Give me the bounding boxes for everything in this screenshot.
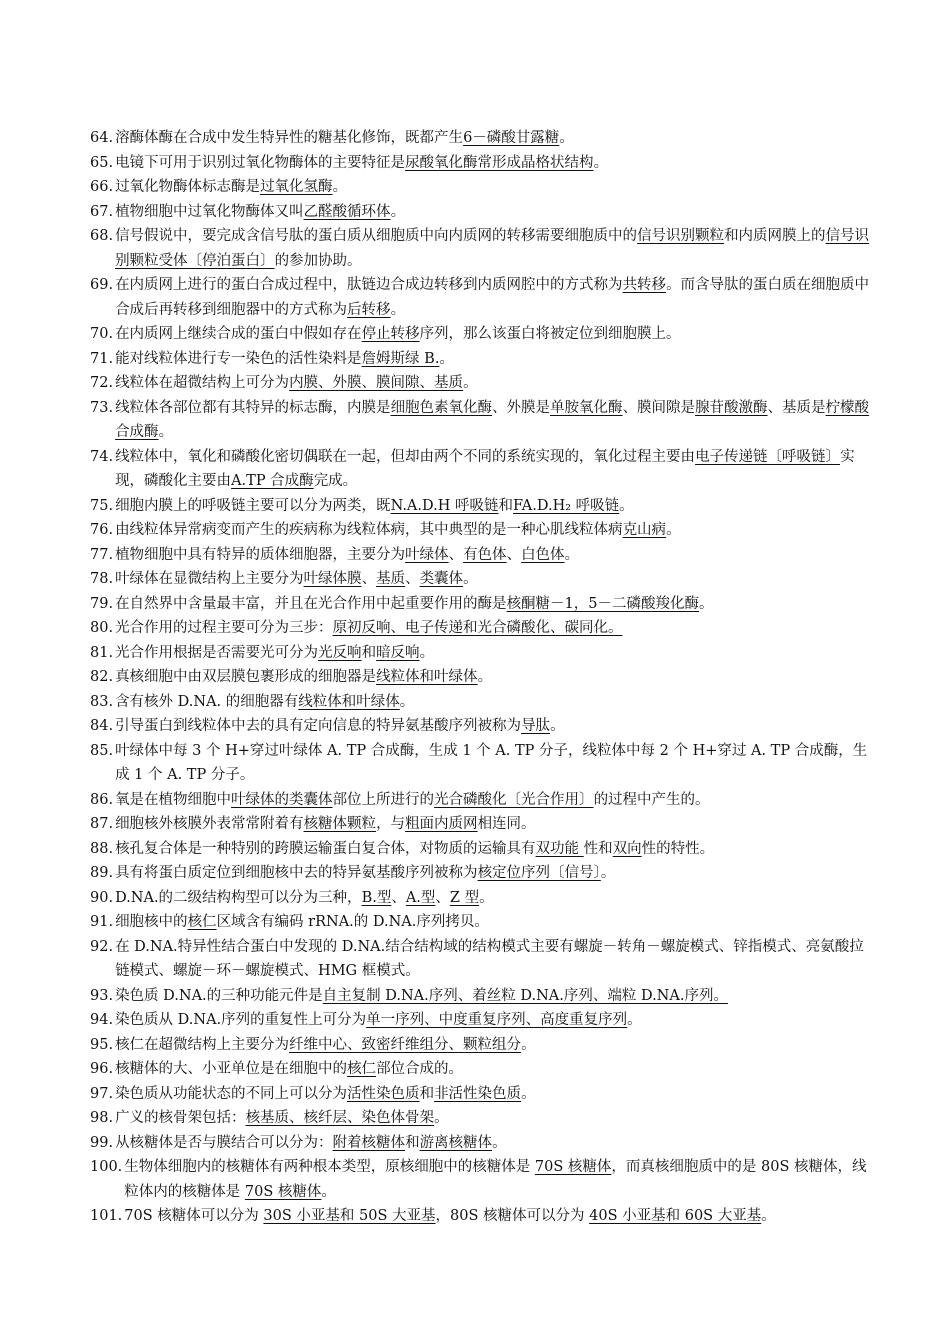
text-segment: 。 [627, 1012, 642, 1028]
question-text [113, 445, 870, 494]
answer-blank: 双向 [612, 840, 642, 857]
question-number: 65. [90, 154, 114, 171]
text-segment: 、 [361, 571, 377, 587]
text-segment: 。 [559, 130, 574, 146]
text-segment: 。 [593, 154, 609, 171]
question-number: 90. [90, 889, 114, 906]
text-segment: 。 [564, 546, 580, 563]
text-segment: 序列，那么该蛋白将被定位到细胞膜上。 [419, 326, 681, 342]
question-item [90, 1033, 870, 1058]
question-item [90, 739, 870, 788]
answer-blank: 游离核糖体 [419, 1134, 493, 1151]
question-item [90, 641, 870, 666]
text-segment: 真核细胞中由双层膜包裹形成的细胞器是 [115, 669, 377, 685]
question-number: 92. [90, 938, 114, 955]
text-segment: ，80S 核糖体可以分为 [435, 1208, 590, 1224]
answer-blank: Z 型 [449, 889, 480, 906]
text-segment: 线粒体在超微结构上可分为 [115, 375, 290, 391]
question-text [113, 984, 870, 1009]
question-text [113, 886, 870, 911]
answer-blank: 内膜、外膜、膜间隙、基质 [289, 375, 464, 391]
text-segment: 的过程中产生的。 [593, 791, 710, 808]
question-item [90, 1155, 870, 1204]
question-item [90, 886, 870, 911]
question-number: 72. [90, 375, 114, 391]
answer-blank: 叶绿体 [405, 546, 449, 563]
answer-blank: B.型 [361, 889, 392, 906]
answer-blank: 线粒体和叶绿体 [298, 693, 400, 710]
question-text [113, 1131, 870, 1156]
question-text [113, 543, 870, 568]
text-segment: 植物细胞中具有特异的质体细胞器，主要分为 [115, 546, 406, 563]
text-segment: 。 [699, 595, 714, 612]
question-item [90, 1106, 870, 1131]
question-number: 85. [90, 742, 114, 759]
question-item [90, 322, 870, 347]
answer-blank: A.TP 合成酶 [231, 473, 314, 489]
answer-blank: A.型 [405, 889, 436, 906]
question-text [113, 371, 870, 396]
text-segment: 的参加协助。 [274, 252, 362, 269]
question-item [90, 788, 870, 813]
question-number: 93. [90, 987, 114, 1004]
question-text [113, 690, 870, 715]
answer-blank: 尿酸氧化酶常形成晶格状结构 [405, 154, 594, 171]
document-page [90, 126, 870, 1229]
text-segment: 细胞内膜上的呼吸链主要可以分为两类，既 [115, 497, 391, 514]
text-segment: 氧是在植物细胞中 [115, 791, 232, 808]
question-number: 75. [90, 497, 114, 514]
question-text [113, 616, 870, 641]
question-item [90, 273, 870, 322]
text-segment: 。 [399, 693, 415, 710]
answer-blank: 核糖体颗粒 [303, 816, 377, 832]
question-number: 94. [90, 1012, 114, 1028]
question-text [113, 151, 870, 176]
question-text [113, 1106, 870, 1131]
text-segment: 、 [405, 571, 420, 587]
question-item [90, 200, 870, 225]
text-segment: 在自然界中含量最丰富，并且在光合作用中起重要作用的酶是 [115, 595, 507, 612]
text-segment: 信号假说中，要完成含信号肽的蛋白质从细胞质中向内质网的转移需要细胞质中的 [115, 228, 638, 244]
question-text [113, 347, 870, 372]
text-segment: 实现，磷酸化主要由 [115, 448, 855, 489]
text-segment: 。 [463, 375, 478, 391]
question-text [113, 1057, 870, 1082]
text-segment: 染色质 D.NA.的三种功能元件是 [115, 987, 323, 1004]
question-item [90, 494, 870, 519]
question-number: 97. [90, 1085, 114, 1102]
question-number: 99. [90, 1134, 114, 1151]
text-segment: 部位上所进行的 [332, 791, 435, 808]
question-text [113, 518, 870, 543]
question-number: 98. [90, 1110, 114, 1126]
text-segment: 染色质从 D.NA.序列的重复性上可分为 [115, 1012, 367, 1028]
question-number: 67. [90, 203, 114, 220]
question-number: 95. [90, 1036, 114, 1053]
question-item [90, 1057, 870, 1082]
question-text [113, 1033, 870, 1058]
text-segment: 细胞核中的 [115, 914, 188, 930]
question-item [90, 151, 870, 176]
question-item [90, 396, 870, 445]
answer-blank: 叶绿体的类囊体 [231, 791, 333, 808]
text-segment: 完成。 [313, 473, 358, 489]
question-number: 96. [90, 1061, 114, 1077]
question-number: 100. [90, 1159, 123, 1175]
question-text [113, 788, 870, 813]
question-text [113, 1008, 870, 1033]
question-number: 82. [90, 669, 114, 685]
text-segment: 在内质网上进行的蛋白合成过程中，肽链边合成边转移到内质网腔中的方式称为 [115, 277, 623, 293]
answer-blank: 光合磷酸化〔光合作用〕 [434, 791, 594, 808]
question-item [90, 1131, 870, 1156]
answer-blank: 核仁 [347, 1061, 377, 1077]
text-segment: 从核糖体是否与膜结合可以分为： [115, 1134, 333, 1151]
answer-blank: 柠檬酸合成酶 [115, 399, 870, 440]
question-number: 66. [90, 179, 114, 195]
question-item [90, 592, 870, 617]
question-text [113, 665, 870, 690]
text-segment: 。 [666, 522, 681, 538]
question-number: 68. [90, 228, 114, 244]
question-item [90, 665, 870, 690]
text-segment: 、膜间隙是 [622, 399, 696, 416]
text-segment: 由线粒体异常病变而产生的疾病称为线粒体病，其中典型的是一种心肌线粒体病 [115, 522, 623, 538]
question-item [90, 837, 870, 862]
text-segment: 线粒体中，氧化和磷酸化密切偶联在一起，但却由两个不同的系统实现的，氧化过程主要由 [115, 448, 696, 465]
text-segment: 、外膜是 [492, 399, 551, 416]
text-segment: 能对线粒体进行专一染色的活性染料是 [115, 350, 362, 367]
text-segment: 、 [435, 889, 450, 906]
question-text [113, 273, 870, 322]
question-item [90, 1008, 870, 1033]
text-segment: 细胞核外核膜外表常常附着有 [115, 816, 304, 832]
question-number: 77. [90, 546, 114, 563]
question-text [113, 910, 870, 935]
text-segment: 在内质网上继续合成的蛋白中假如存在 [115, 326, 362, 342]
question-item [90, 371, 870, 396]
question-item [90, 1082, 870, 1107]
answer-blank: 詹姆斯绿 B. [361, 350, 440, 367]
text-segment: 过氧化物酶体标志酶是 [115, 179, 261, 195]
answer-blank: 核定位序列〔信号〕 [477, 865, 601, 881]
text-segment: ，而真核细胞质中的是 80S 核糖体，线粒体内的核糖体是 [124, 1159, 867, 1200]
answer-blank: 信号识别颗粒受体〔停泊蛋白〕 [115, 228, 870, 269]
text-segment: 。 [158, 424, 174, 440]
text-segment: 性的特性。 [641, 840, 715, 857]
question-item [90, 126, 870, 151]
question-text [122, 1204, 870, 1229]
answer-blank: 双功能 [535, 840, 584, 857]
question-text [113, 224, 870, 273]
text-segment: 生物体细胞内的核糖体有两种根本类型，原核细胞中的核糖体是 [124, 1159, 535, 1175]
text-segment: 叶绿体中每 3 个 H+穿过叶绿体 A. TP 合成酶，生成 1 个 A. TP 分子，线粒体中每 2 个 H+穿过 A. TP 合成酶，生成 1 个 A. TP 分子。 [115, 742, 868, 783]
text-segment: 广义的核骨架包括： [115, 1110, 246, 1126]
question-text [113, 812, 870, 837]
question-text [113, 861, 870, 886]
text-segment: 、 [448, 546, 464, 563]
question-number: 81. [90, 644, 114, 661]
question-item [90, 1204, 870, 1229]
question-number: 83. [90, 693, 114, 710]
answer-blank: 细胞色素氧化酶 [390, 399, 493, 416]
question-text [113, 200, 870, 225]
text-segment: 。 [434, 1110, 449, 1126]
text-segment: 在 D.NA.特异性结合蛋白中发现的 D.NA.结合结构域的结构模式主要有螺旋－转角－螺旋模式、锌指模式、亮氨酸拉链模式、螺旋－环－螺旋模式、HMG 框模式。 [115, 938, 864, 979]
question-item [90, 445, 870, 494]
text-segment: 和 [419, 1085, 435, 1102]
question-number: 86. [90, 791, 114, 808]
text-segment: 。 [479, 889, 494, 906]
question-number: 74. [90, 448, 114, 465]
question-item [90, 175, 870, 200]
question-number: 87. [90, 816, 114, 832]
text-segment: 核糖体的大、小亚单位是在细胞中的 [115, 1061, 348, 1077]
answer-blank: 70S 核糖体 [244, 1183, 322, 1200]
text-segment: 溶酶体酶在合成中发生特异性的糖基化修饰，既都产生 [115, 130, 464, 146]
question-text [113, 1082, 870, 1107]
answer-blank: 线粒体和叶绿体 [376, 669, 478, 685]
answer-blank: 有色体 [463, 546, 507, 563]
answer-blank: 停止转移 [361, 326, 420, 342]
answer-blank: 自主复制 D.NA.序列、着丝粒 D.NA.序列、端粒 D.NA.序列。 [322, 987, 728, 1004]
question-item [90, 567, 870, 592]
text-segment: 染色质从功能状态的不同上可以分为 [115, 1085, 348, 1102]
text-segment: D.NA.的二级结构构型可以分为三种， [115, 889, 362, 906]
question-number: 73. [90, 399, 114, 416]
text-segment: 。 [761, 1208, 776, 1224]
question-number: 69. [90, 277, 114, 293]
text-segment: 70S 核糖体可以分为 [124, 1208, 264, 1224]
text-segment: 、 [506, 546, 522, 563]
answer-blank: 核基质、核纤层、染色体骨架 [245, 1110, 435, 1126]
text-segment: 。 [332, 179, 348, 195]
text-segment: 叶绿体在显微结构上主要分为 [115, 571, 304, 587]
question-number: 79. [90, 595, 114, 612]
text-segment: 。 [321, 1183, 336, 1200]
question-text [113, 126, 870, 151]
answer-blank: 电子传递链〔呼吸链〕 [695, 448, 841, 465]
text-segment: 。 [619, 497, 634, 514]
text-segment: 植物细胞中过氧化物酶体又叫 [115, 203, 304, 220]
answer-blank: 核酮糖－1，5－二磷酸羧化酶 [506, 595, 700, 612]
text-segment: 和 [498, 497, 513, 514]
text-segment: 和内质网膜上的 [724, 228, 826, 244]
answer-blank: 单一序列、中度重复序列、高度重复序列 [366, 1012, 628, 1028]
answer-blank: 非活性染色质 [434, 1085, 522, 1102]
question-number: 70. [90, 326, 114, 342]
text-segment: 具有将蛋白质定位到细胞核中去的特异氨基酸序列被称为 [115, 865, 478, 881]
question-number: 84. [90, 718, 114, 734]
answer-blank: 共转移 [622, 277, 667, 293]
answer-blank: 70S 核糖体 [534, 1159, 612, 1175]
answer-blank: 光反响 [318, 644, 362, 661]
text-segment: 。 [550, 718, 565, 734]
question-item [90, 935, 870, 984]
question-item [90, 984, 870, 1009]
text-segment: 电镜下可用于识别过氧化物酶体的主要特征是 [115, 154, 406, 171]
text-segment: 。而含导肽的蛋白质在细胞质中合成后再转移到细胞器中的方式称为 [115, 277, 870, 318]
answer-blank: 附着核糖体 [332, 1134, 406, 1151]
question-number: 80. [90, 620, 114, 636]
answer-blank: 叶绿体膜 [303, 571, 362, 587]
text-segment: 部位合成的。 [376, 1061, 464, 1077]
text-segment: 。 [600, 865, 616, 881]
answer-blank: 乙醛酸循环体 [303, 203, 391, 220]
answer-blank: 单胺氧化酶 [550, 399, 623, 416]
text-segment: 和 [361, 644, 377, 661]
question-number: 71. [90, 350, 114, 367]
answer-blank: 白色体 [521, 546, 565, 563]
answer-blank: 纤维中心、致密纤维组分、颗粒组分 [289, 1036, 522, 1053]
question-text [113, 592, 870, 617]
question-text [113, 837, 870, 862]
answer-blank: 暗反响 [376, 644, 420, 661]
text-segment: 性和 [583, 840, 613, 857]
answer-blank: 后转移 [347, 301, 391, 318]
text-segment: 、基质是 [767, 399, 826, 416]
question-item [90, 518, 870, 543]
text-segment: 。 [439, 350, 454, 367]
question-number: 89. [90, 865, 114, 881]
text-segment: 。 [463, 571, 478, 587]
answer-blank: 导肽 [521, 718, 551, 734]
question-text [113, 175, 870, 200]
question-text [113, 567, 870, 592]
text-segment: 。 [390, 203, 406, 220]
text-segment: 。 [521, 1085, 536, 1102]
question-text [113, 494, 870, 519]
question-number: 78. [90, 571, 114, 587]
question-number: 88. [90, 840, 114, 857]
question-text [113, 935, 870, 984]
question-item [90, 910, 870, 935]
question-text [113, 396, 870, 445]
question-item [90, 690, 870, 715]
answer-blank: 基质 [376, 571, 406, 587]
question-item [90, 861, 870, 886]
question-item [90, 714, 870, 739]
answer-blank: N.A.D.H 呼吸链 [390, 497, 499, 514]
text-segment: 。 [492, 1134, 507, 1151]
answer-blank: 克山病 [622, 522, 667, 538]
answer-blank: 粗面内质网 [405, 816, 478, 832]
question-text [113, 739, 870, 788]
question-item [90, 543, 870, 568]
question-item [90, 616, 870, 641]
question-item [90, 347, 870, 372]
text-segment: 、 [391, 889, 406, 906]
text-segment: ，与 [376, 816, 406, 832]
answer-blank: 信号识别颗粒 [637, 228, 725, 244]
answer-blank: 30S 小亚基和 50S 大亚基 [263, 1208, 436, 1224]
text-segment: 和 [405, 1134, 420, 1151]
question-number: 64. [90, 130, 114, 146]
text-segment: 含有核外 D.NA. 的细胞器有 [115, 693, 299, 710]
answer-blank: 过氧化氢酶 [260, 179, 333, 195]
text-segment: 区域含有编码 rRNA.的 D.NA.序列拷贝。 [216, 914, 489, 930]
text-segment: 核仁在超微结构上主要分为 [115, 1036, 290, 1053]
question-text [113, 641, 870, 666]
question-text [122, 1155, 870, 1204]
text-segment: 光合作用根据是否需要光可分为 [115, 644, 319, 661]
question-number: 91. [90, 914, 114, 930]
answer-blank: 6－磷酸甘露糖 [463, 130, 560, 146]
question-text [113, 322, 870, 347]
answer-blank: 40S 小亚基和 60S 大亚基 [589, 1208, 762, 1224]
answer-blank: 活性染色质 [347, 1085, 420, 1102]
answer-blank: 类囊体 [419, 571, 464, 587]
answer-blank: 核仁 [187, 914, 217, 930]
text-segment: 引导蛋白到线粒体中去的具有定向信息的特异氨基酸序列被称为 [115, 718, 522, 734]
text-segment: 核孔复合体是一种特别的跨膜运输蛋白复合体，对物质的运输具有 [115, 840, 536, 857]
text-segment: 。 [419, 644, 435, 661]
text-segment: 光合作用的过程主要可分为三步： [115, 620, 333, 636]
question-item [90, 224, 870, 273]
answer-blank: 原初反响、电子传递和光合磷酸化、碳同化。 [332, 620, 623, 636]
text-segment: 。 [477, 669, 493, 685]
answer-blank: 腺苷酸激酶 [695, 399, 768, 416]
text-segment: 。 [521, 1036, 536, 1053]
question-number: 76. [90, 522, 114, 538]
text-segment: 。 [390, 301, 406, 318]
answer-blank: FA.D.H₂ 呼吸链 [512, 497, 620, 514]
question-text [113, 714, 870, 739]
question-number: 101. [90, 1208, 123, 1224]
text-segment: 相连同。 [477, 816, 536, 832]
text-segment: 线粒体各部位都有其特异的标志酶，内膜是 [115, 399, 391, 416]
question-item [90, 812, 870, 837]
